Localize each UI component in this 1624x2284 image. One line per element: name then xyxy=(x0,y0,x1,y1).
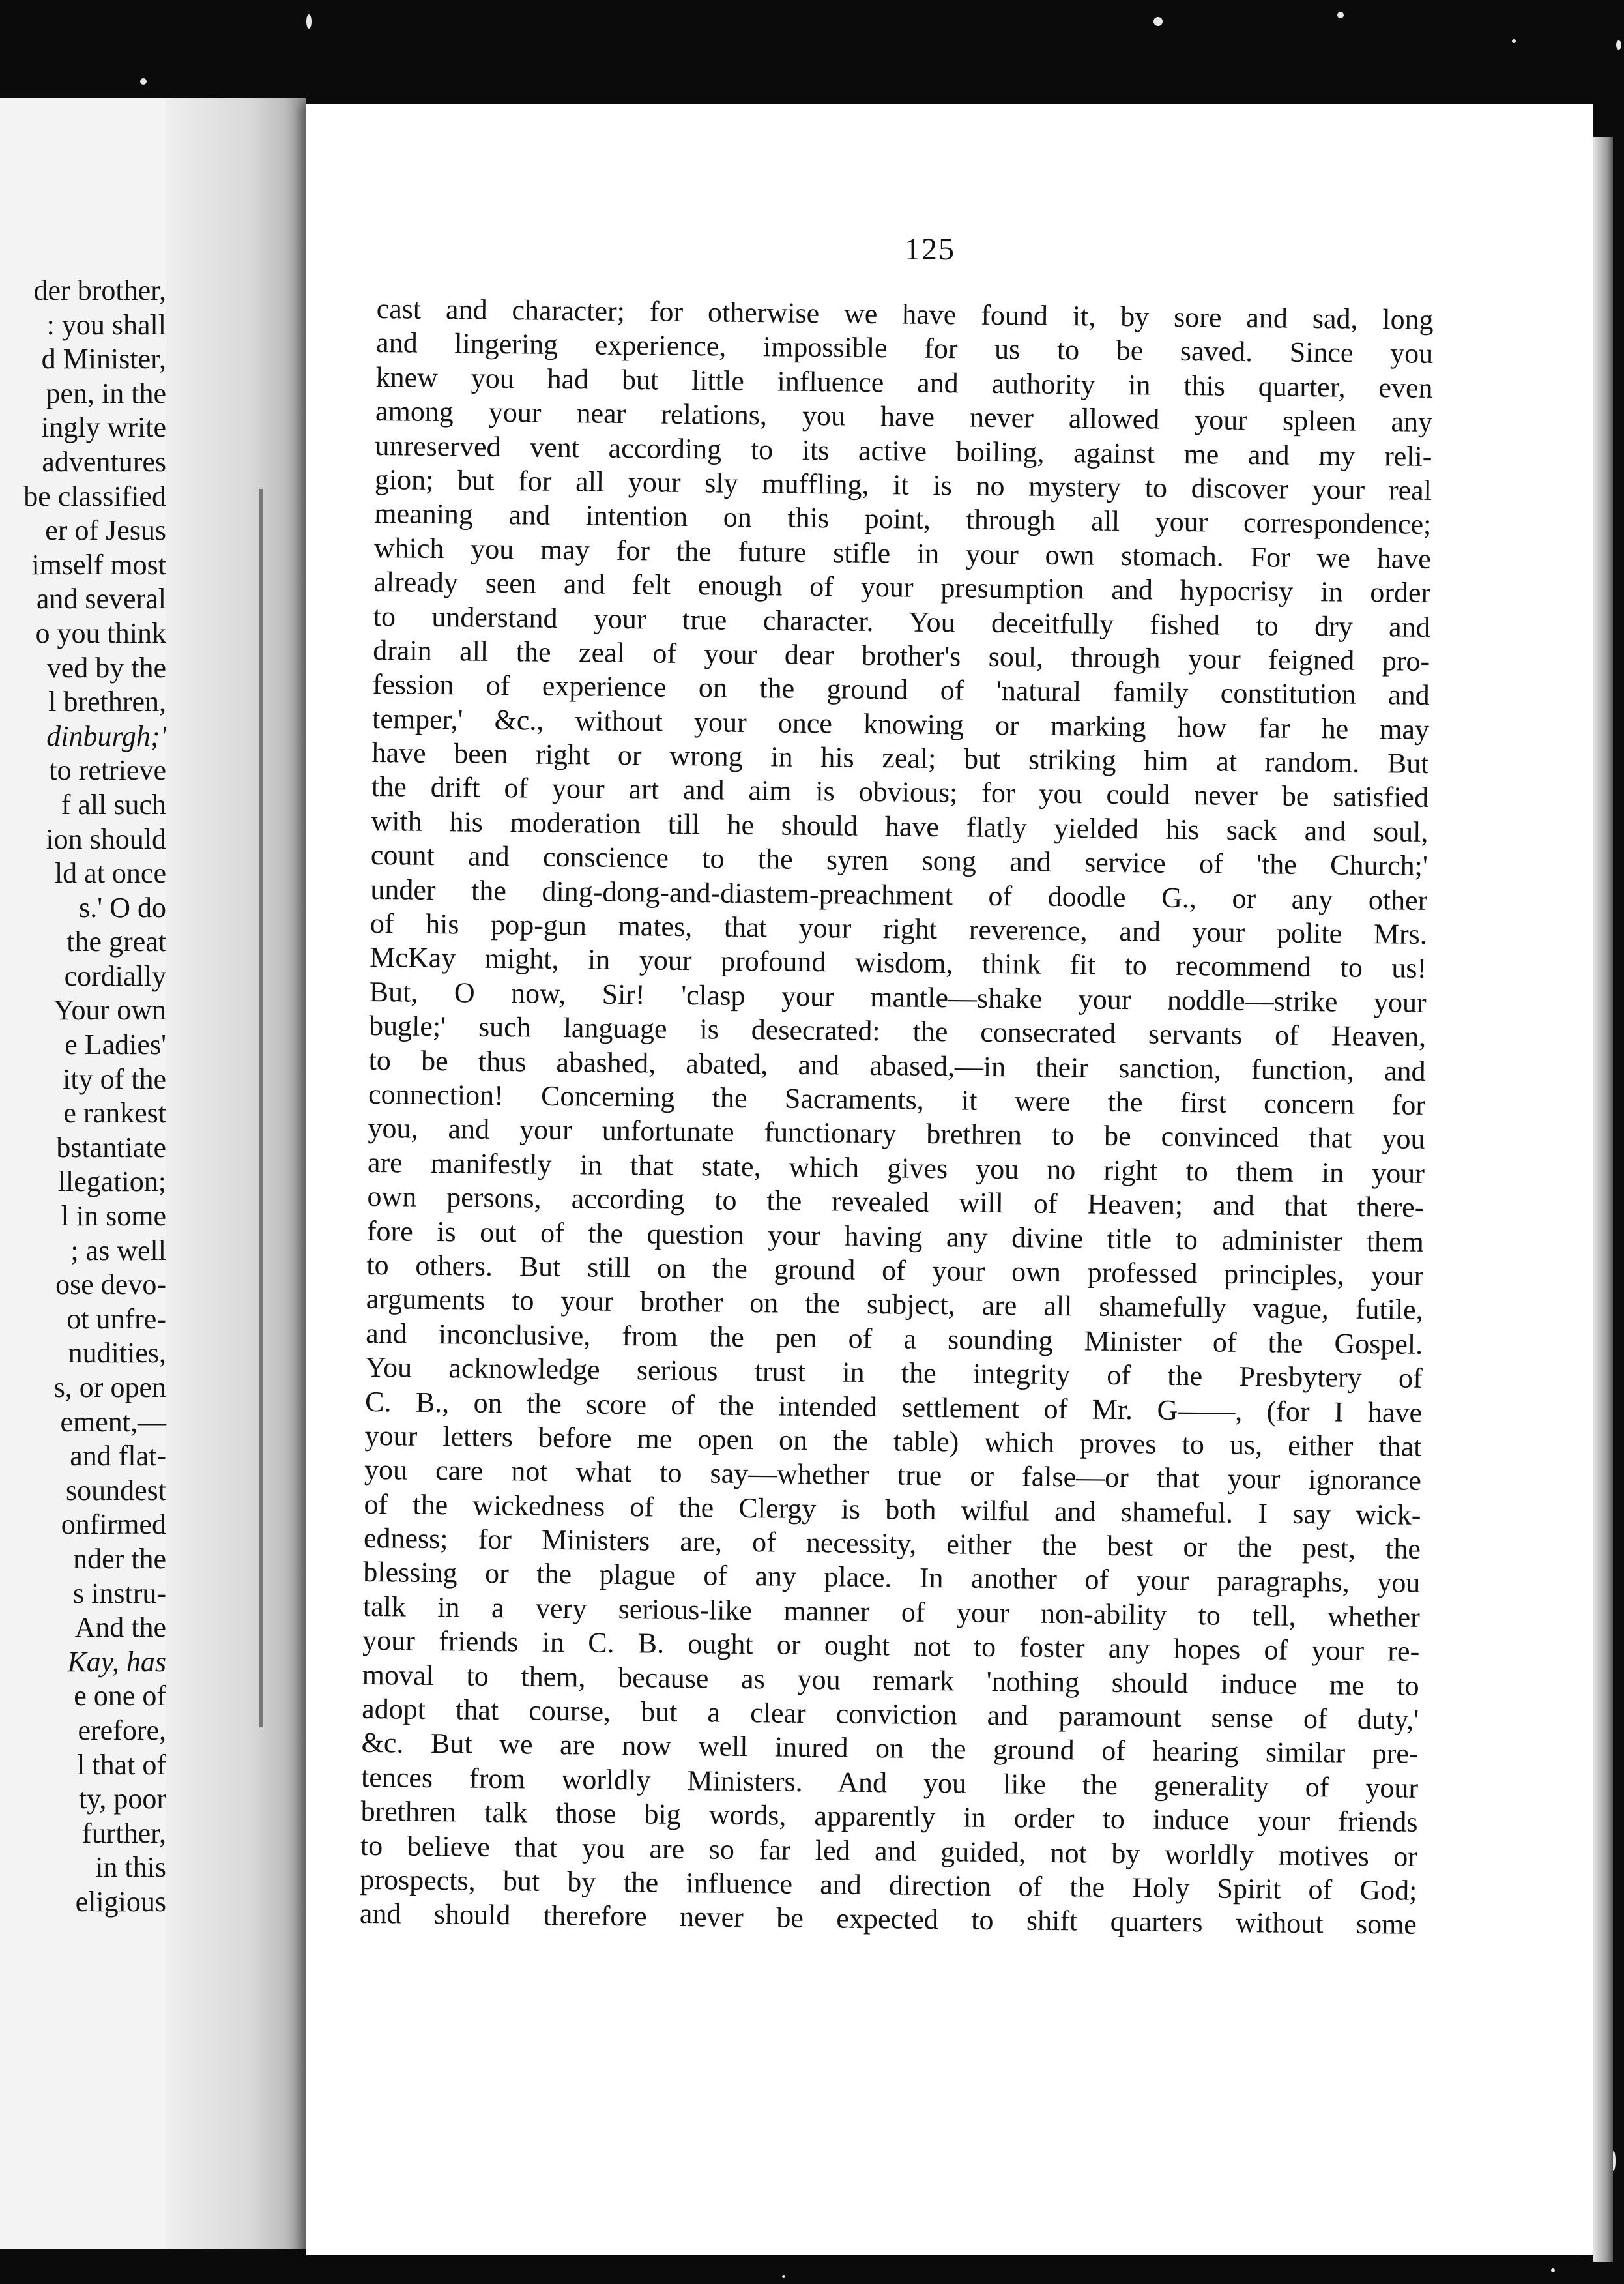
left-page-line: s, or open xyxy=(53,1371,166,1403)
left-page-line: l that of xyxy=(77,1748,166,1781)
binding-crease xyxy=(259,489,263,1727)
left-page-line: ot unfre- xyxy=(66,1302,166,1335)
scan-speck xyxy=(306,14,312,29)
body-text-line: drain all the zeal of your dear brother's soul, through your feigned pro- xyxy=(372,634,1430,677)
body-text-line: blessing or the plague of any place. In another of your paragraphs, you xyxy=(363,1556,1421,1600)
body-text-line: unreserved vent according to its active boiling, against me and my reli- xyxy=(375,429,1432,473)
left-page-line: soundest xyxy=(66,1474,166,1506)
body-text-line: to others. But still on the ground of your own professed principles, your xyxy=(366,1248,1424,1292)
left-page-line: ty, poor xyxy=(78,1783,166,1815)
left-page-line: eligious xyxy=(75,1885,166,1918)
body-text-line: brethren talk those big words, apparently in order to induce your friends xyxy=(360,1795,1418,1839)
left-page-line: ity of the xyxy=(63,1062,166,1095)
left-page-line: Your own xyxy=(53,994,166,1027)
scan-speck xyxy=(1337,12,1344,18)
body-text-line: &c. But we are now well inured on the ground of hearing similar pre- xyxy=(361,1727,1419,1770)
left-page-line: cordially xyxy=(64,959,166,992)
body-text-line: to be thus abashed, abated, and abased,—in their sanction, function, and xyxy=(368,1044,1426,1087)
page-number: 125 xyxy=(905,232,955,267)
body-text-line: talk in a very serious-like manner of your non-ability to tell, whether xyxy=(362,1590,1421,1633)
left-page-line: ion should xyxy=(46,823,166,855)
left-page-line: bstantiate xyxy=(56,1131,166,1164)
left-facing-page xyxy=(0,98,306,2249)
body-text-line: fore is out of the question your having any divine title to administer them xyxy=(366,1214,1425,1258)
body-text-line: meaning and intention on this point, through all your correspondence; xyxy=(374,497,1432,541)
body-text-line: C. B., on the score of the intended settlement of Mr. G——, (for I have xyxy=(364,1385,1423,1429)
body-text-line: to believe that you are so far led and guided, not by worldly motives or xyxy=(360,1829,1418,1873)
left-page-line: Kay, has xyxy=(67,1645,166,1678)
left-page-line: dinburgh;' xyxy=(46,720,166,752)
left-page-line: ement,— xyxy=(60,1405,166,1438)
left-page-line: ose devo- xyxy=(55,1268,166,1301)
left-page-line: nder the xyxy=(73,1542,166,1575)
body-text-line: under the ding-dong-and-diastem-preachment of doodle G., or any other xyxy=(370,873,1428,916)
left-page-line: : you shall xyxy=(46,308,166,341)
body-text-line: and lingering experience, impossible for us to be saved. Since you xyxy=(375,327,1434,370)
scan-speck xyxy=(1512,39,1516,43)
scan-speck xyxy=(1153,17,1163,26)
body-text-line: You acknowledge serious trust in the integrity of the Presbytery of xyxy=(365,1351,1423,1395)
left-page-line: f all such xyxy=(61,788,166,821)
body-text-line: count and conscience to the syren song and service of 'the Church;' xyxy=(370,839,1428,883)
left-page-line: and flat- xyxy=(70,1440,166,1472)
left-page-line: pen, in the xyxy=(46,377,166,409)
left-page-line: ingly write xyxy=(41,411,166,444)
left-page-line: be classified xyxy=(23,480,166,512)
scan-speck xyxy=(140,78,147,85)
scan-speck xyxy=(782,2275,785,2278)
body-text-line: you, and your unfortunate functionary brethren to be convinced that you xyxy=(368,1112,1425,1156)
body-text-line: with his moderation till he should have flatly yielded his sack and soul, xyxy=(371,804,1428,848)
body-text-line: your friends in C. B. ought or ought not to foster any hopes of your re- xyxy=(362,1624,1420,1668)
body-text-line: connection! Concerning the Sacraments, it were the first concern for xyxy=(368,1077,1426,1121)
body-text-line: and should therefore never be expected to shift quarters without some xyxy=(359,1897,1417,1941)
body-text-line: cast and character; for otherwise we have found it, by sore and sad, long xyxy=(376,292,1434,336)
body-text-line: fession of experience on the ground of 'natural family constitution and xyxy=(372,668,1430,712)
left-page-line: e rankest xyxy=(63,1097,166,1130)
left-page-line: d Minister, xyxy=(41,343,166,375)
left-page-line: nudities, xyxy=(68,1337,166,1369)
body-text-line: knew you had but little influence and authority in this quarter, even xyxy=(375,360,1433,404)
body-text-line: your letters before me open on the table) which proves to us, either that xyxy=(364,1419,1422,1463)
scan-speck xyxy=(1616,40,1621,50)
body-text-line: edness; for Ministers are, of necessity, either the best or the pest, the xyxy=(363,1521,1421,1565)
body-text-line: the drift of your art and aim is obvious; for you could never be satisfied xyxy=(371,770,1429,814)
left-page-line: der brother, xyxy=(33,274,166,306)
body-text-line: moval to them, because as you remark 'nothing should induce me to xyxy=(362,1658,1419,1702)
body-text-line: own persons, according to the revealed will of Heaven; and that there- xyxy=(367,1180,1425,1224)
body-text-line: of his pop-gun mates, that your right reverence, and your polite Mrs. xyxy=(370,907,1428,950)
body-text-line: already seen and felt enough of your presumption and hypocrisy in order xyxy=(373,566,1431,609)
body-text-line: you care not what to say—whether true or false—or that your ignorance xyxy=(364,1454,1422,1497)
left-page-line: and several xyxy=(36,583,166,615)
left-page-line: e one of xyxy=(74,1680,166,1712)
left-page-line: erefore, xyxy=(78,1714,166,1746)
left-page-line: ld at once xyxy=(54,857,166,890)
left-page-line: to retrieve xyxy=(49,754,166,787)
body-text-line: prospects, but by the influence and direction of the Holy Spirit of God; xyxy=(360,1863,1417,1907)
body-text-block xyxy=(360,292,1434,1942)
left-page-line: And the xyxy=(74,1611,166,1644)
body-text-line: to understand your true character. You deceitfully fished to dry and xyxy=(373,600,1430,643)
body-text-line: of the wickedness of the Clergy is both wilful and shameful. I say wick- xyxy=(364,1487,1421,1531)
left-page-gutter-shadow xyxy=(166,98,306,2249)
left-page-line: the great xyxy=(66,926,166,958)
left-page-line: llegation; xyxy=(57,1165,166,1198)
left-page-line: adventures xyxy=(42,445,166,478)
left-page-line: ; as well xyxy=(70,1234,166,1266)
body-text-line: among your near relations, you have never allowed your spleen any xyxy=(375,395,1433,439)
body-text-line: tences from worldly Ministers. And you like the generality of your xyxy=(360,1761,1419,1804)
left-page-line: onfirmed xyxy=(61,1508,166,1541)
left-page-line: s.' O do xyxy=(79,891,166,924)
body-text-line: arguments to your brother on the subject, are all shamefully vague, futile, xyxy=(366,1283,1423,1326)
left-page-line: imself most xyxy=(31,548,166,581)
left-page-line: l in some xyxy=(61,1200,166,1233)
body-text-line: which you may for the future stifle in your own stomach. For we have xyxy=(373,531,1432,575)
left-page-line: s instru- xyxy=(73,1577,166,1609)
body-text-line: gion; but for all your sly muffling, it is no mystery to discover your real xyxy=(374,463,1432,506)
left-page-text xyxy=(23,274,166,1920)
body-text-line: McKay might, in your profound wisdom, think fit to recommend to us! xyxy=(370,941,1427,985)
left-page-line: ved by the xyxy=(46,651,166,684)
body-text-line: But, O now, Sir! 'clasp your mantle—shake your noddle—strike your xyxy=(369,975,1427,1019)
left-page-line: o you think xyxy=(35,617,166,649)
left-page-line: in this xyxy=(95,1851,166,1884)
left-page-line: e Ladies' xyxy=(65,1029,166,1061)
left-page-line: l brethren, xyxy=(48,686,166,718)
left-page-line: er of Jesus xyxy=(45,514,166,547)
left-page-line: further, xyxy=(82,1817,166,1849)
body-text-line: have been right or wrong in his zeal; but striking him at random. But xyxy=(371,737,1429,780)
body-text-line: adopt that course, but a clear conviction and paramount sense of duty,' xyxy=(361,1692,1419,1736)
body-text-line: bugle;' such language is desecrated: the consecrated servants of Heaven, xyxy=(368,1010,1427,1053)
scan-speck xyxy=(1551,2268,1555,2272)
right-page-edge-shadow xyxy=(1593,137,1613,2262)
body-text-line: are manifestly in that state, which gives you no right to them in your xyxy=(367,1146,1425,1190)
body-text-line: and inconclusive, from the pen of a sounding Minister of the Gospel. xyxy=(366,1317,1423,1360)
body-text-line: temper,' &c., without your once knowing or marking how far he may xyxy=(371,702,1430,746)
